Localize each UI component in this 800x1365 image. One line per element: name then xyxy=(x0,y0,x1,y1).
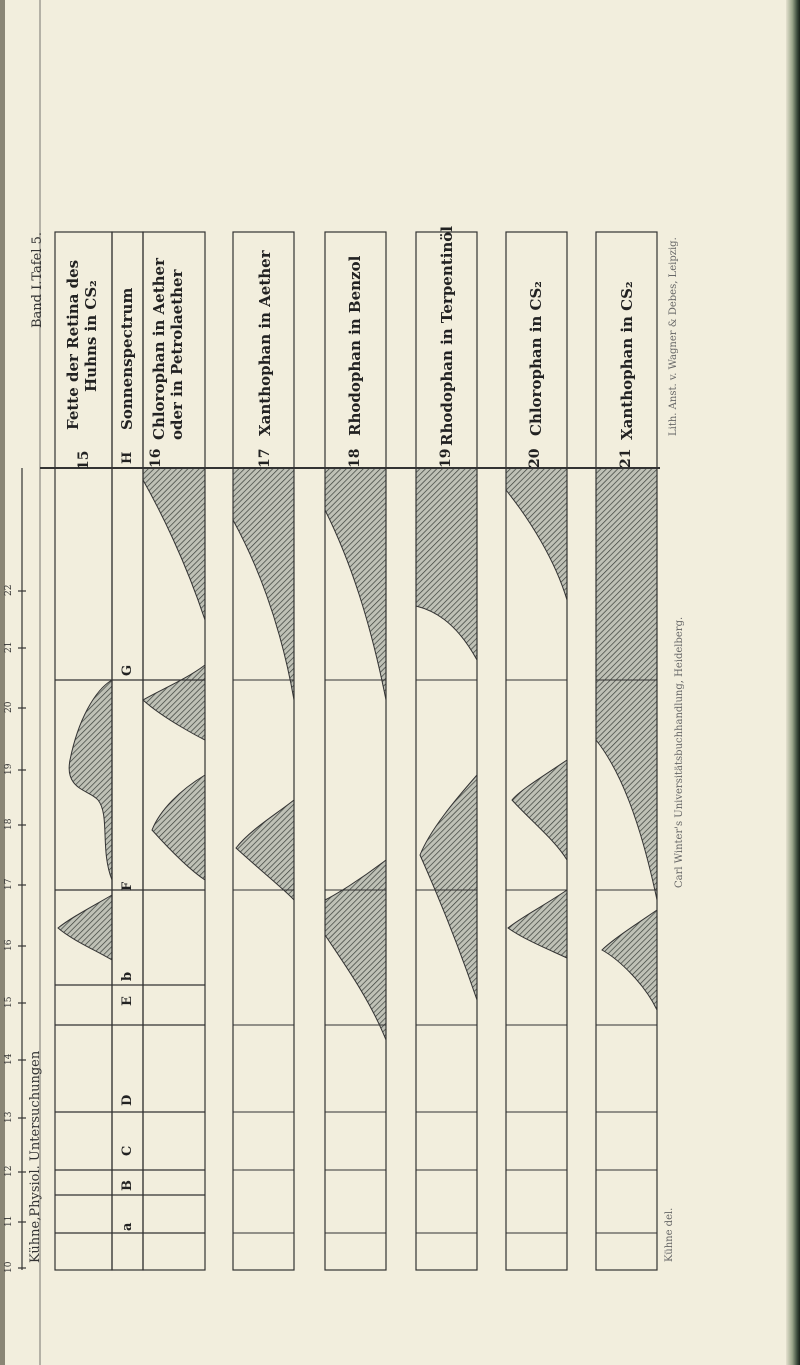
scale-tick-label: 12 xyxy=(4,1165,14,1177)
artist-credit: Kühne del. xyxy=(664,1207,675,1262)
solar-line-E: E xyxy=(120,996,135,1006)
row-label-line: Fette der Retina des xyxy=(64,259,82,430)
row-label-xanthophan-cs2 xyxy=(618,281,636,440)
scale-tick-label: 17 xyxy=(4,878,14,890)
scale-tick-label: 18 xyxy=(4,818,14,830)
scale-tick-label: 13 xyxy=(4,1111,14,1123)
solar-line-a: a xyxy=(120,1222,135,1231)
scale-tick-label: 15 xyxy=(4,996,14,1008)
row-number-21: 21 xyxy=(618,448,634,468)
row-label-line: Rhodophan in Benzol xyxy=(346,255,364,436)
chlorophan-aether-band-2 xyxy=(143,665,205,740)
xanthophan-aether-band-1 xyxy=(233,468,294,700)
xanthophan-aether-band-2 xyxy=(236,800,294,900)
scale-tick-label: 22 xyxy=(4,584,14,596)
row-label-sonnenspectrum xyxy=(118,288,136,430)
row-label-line: Chlorophan in Aether xyxy=(150,258,168,440)
chlorophan-cs2-band-2 xyxy=(512,760,567,860)
row-number-17: 17 xyxy=(257,448,273,468)
chlorophan-aether-band-1 xyxy=(143,468,205,620)
lith-credit: Lith. Anst. v. Wagner & Debes, Leipzig. xyxy=(668,237,679,436)
row-label-line: Sonnenspectrum xyxy=(118,287,136,430)
scale-tick-label: 19 xyxy=(4,763,14,775)
row-label-xanthophan-aether xyxy=(256,250,274,436)
row-number-16: 16 xyxy=(148,448,164,468)
row-label-chlorophan-aether xyxy=(150,258,186,440)
chlorophan-cs2-band-3 xyxy=(508,890,567,958)
row-label-line: Rhodophan in Terpentinöl xyxy=(438,226,456,446)
journal-title: Kühne,Physiol. Untersuchungen xyxy=(28,1050,43,1263)
xanthophan-cs2-band-2 xyxy=(602,910,657,1010)
row-label-fette-retina xyxy=(64,260,100,430)
fette-retina-band-2 xyxy=(58,895,112,960)
row-number-19: 19 xyxy=(438,448,454,468)
row-label-line: oder in Petrolaether xyxy=(168,269,186,440)
row-label-line: Chlorophan in CS₂ xyxy=(527,281,545,436)
rhodophan-benzol-band-2 xyxy=(325,860,386,1040)
row-label-chlorophan-cs2 xyxy=(527,281,545,436)
plate-grid xyxy=(18,0,660,1365)
solar-line-B: B xyxy=(120,1180,135,1191)
fette-retina-band-1 xyxy=(69,680,112,880)
scale-tick-label: 21 xyxy=(4,641,14,653)
band-tafel-label: Band I.Tafel 5. xyxy=(30,231,45,328)
solar-line-F: F xyxy=(120,881,135,891)
row-label-rhodophan-terpentinoel xyxy=(438,226,456,446)
row-number-15: 15 xyxy=(76,450,92,470)
solar-line-b: b xyxy=(120,971,135,981)
solar-line-C: C xyxy=(120,1145,135,1156)
solar-line-H: H xyxy=(120,451,135,464)
scale-tick-label: 11 xyxy=(4,1215,14,1227)
scale-tick-label: 14 xyxy=(4,1053,14,1065)
xanthophan-cs2-band-1 xyxy=(596,468,657,900)
rhodophan-benzol-band-1 xyxy=(325,468,386,700)
chlorophan-cs2-band-1 xyxy=(506,468,567,600)
solar-line-D: D xyxy=(120,1094,135,1106)
rhodophan-terpentinoel-band-2 xyxy=(420,775,477,1000)
publisher-credit: Carl Winter's Universitätsbuchhandlung, Heidelberg. xyxy=(674,616,685,888)
solar-line-G: G xyxy=(120,664,135,676)
rhodophan-terpentinoel-band-1 xyxy=(416,468,477,660)
row-label-line: Huhns in CS₂ xyxy=(82,280,100,392)
scale-tick-label: 20 xyxy=(4,701,14,713)
row-number-20: 20 xyxy=(527,448,543,468)
row-number-18: 18 xyxy=(347,448,363,468)
chlorophan-aether-band-3 xyxy=(152,775,205,880)
row-label-rhodophan-benzol xyxy=(346,256,364,436)
row-label-line: Xanthophan in Aether xyxy=(256,250,274,436)
scale-tick-label: 16 xyxy=(4,939,14,951)
scale-tick-label: 10 xyxy=(4,1261,14,1273)
row-label-line: Xanthophan in CS₂ xyxy=(618,281,636,440)
